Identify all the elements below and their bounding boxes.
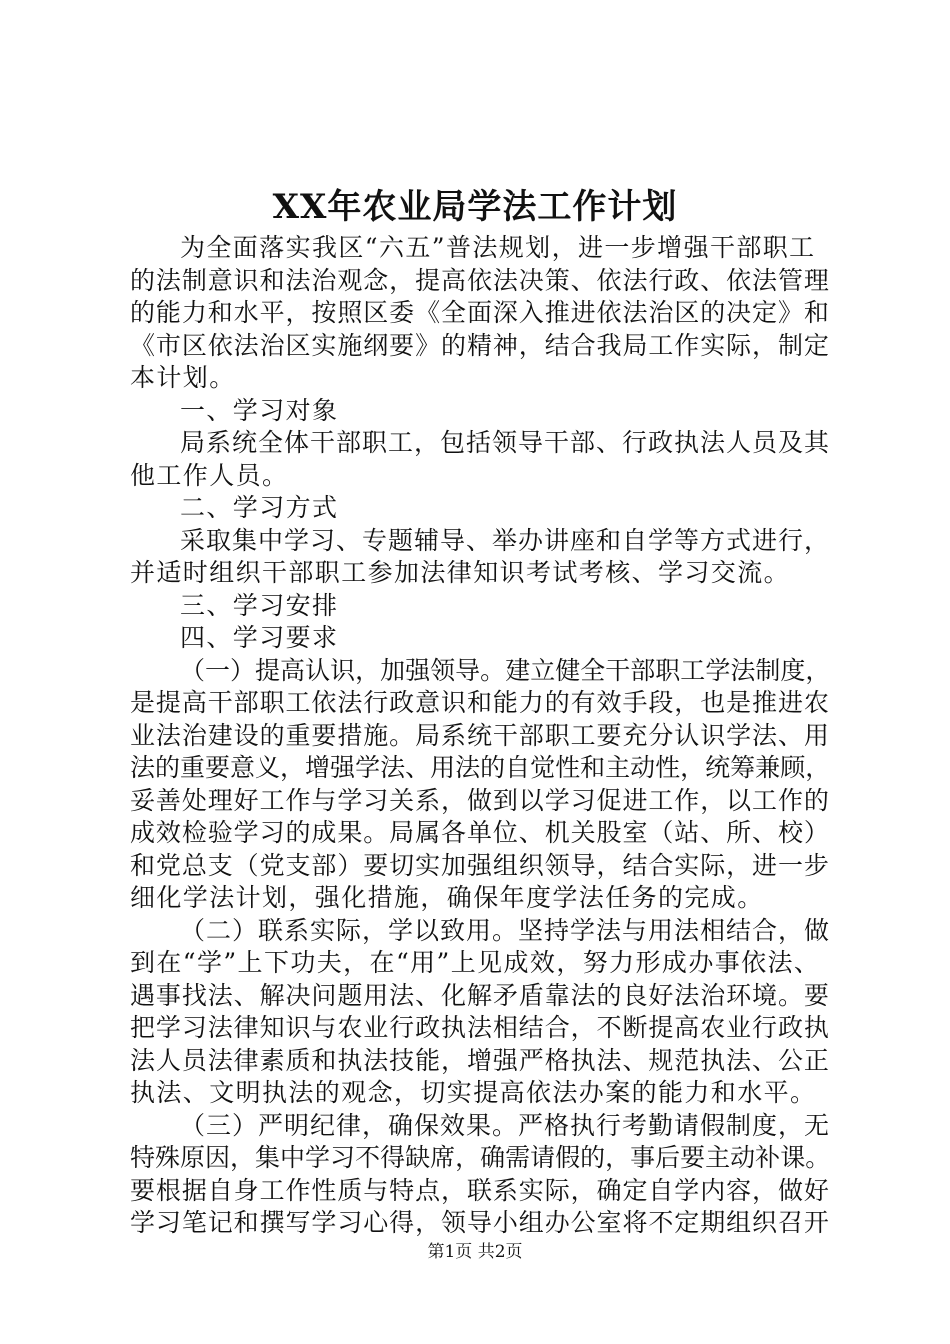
page-footer: 第1页 共2页 bbox=[427, 1242, 523, 1262]
body-line: 法人员法律素质和执法技能，增强严格执法、规范执法、公正 bbox=[130, 1045, 830, 1075]
body-line: 为全面落实我区“六五”普法规划，进一步增强干部职工 bbox=[180, 233, 816, 262]
body-line: （一）提高认识，加强领导。建立健全干部职工学法制度， bbox=[180, 655, 831, 685]
body-line: 学习笔记和撰写学习心得，领导小组办公室将不定期组织召开 bbox=[130, 1208, 830, 1237]
body-line: 的能力和水平，按照区委《全面深入推进依法治区的决定》和 bbox=[130, 298, 830, 327]
body-line: 二、学习方式 bbox=[180, 493, 339, 522]
body-line: 采取集中学习、专题辅导、举办讲座和自学等方式进行， bbox=[180, 525, 831, 555]
body-line: 成效检验学习的成果。局属各单位、机关股室（站、所、校） bbox=[130, 818, 830, 847]
body-line: 要根据自身工作性质与特点，联系实际，确定自学内容，做好 bbox=[130, 1175, 830, 1205]
body-line: （二）联系实际，学以致用。坚持学法与用法相结合，做 bbox=[180, 915, 831, 945]
body-line: 局系统全体干部职工，包括领导干部、行政执法人员及其 bbox=[180, 428, 831, 457]
document-body bbox=[130, 232, 830, 1240]
body-line: 是提高干部职工依法行政意识和能力的有效手段，也是推进农 bbox=[130, 688, 830, 717]
body-line: 业法治建设的重要措施。局系统干部职工要充分认识学法、用 bbox=[130, 720, 830, 750]
body-line: 四、学习要求 bbox=[180, 623, 339, 652]
body-line: （三）严明纪律，确保效果。严格执行考勤请假制度，无 bbox=[180, 1110, 831, 1140]
body-line: 和党总支（党支部）要切实加强组织领导，结合实际，进一步 bbox=[130, 850, 830, 880]
body-line: 他工作人员。 bbox=[130, 460, 289, 490]
body-line: 一、学习对象 bbox=[180, 395, 339, 425]
body-line: 法的重要意义，增强学法、用法的自觉性和主动性，统筹兼顾， bbox=[130, 753, 831, 782]
body-line: 妥善处理好工作与学习关系，做到以学习促进工作，以工作的 bbox=[130, 785, 830, 815]
body-line: 并适时组织干部职工参加法律知识考试考核、学习交流。 bbox=[130, 558, 791, 587]
body-line: 本计划。 bbox=[130, 363, 236, 392]
document-title: XX年农业局学法工作计划 bbox=[272, 187, 678, 227]
body-line: 到在“学”上下功夫，在“用”上见成效，努力形成办事依法、 bbox=[130, 948, 821, 977]
body-line: 细化学法计划，强化措施，确保年度学法任务的完成。 bbox=[130, 883, 764, 912]
body-line: 执法、文明执法的观念，切实提高依法办案的能力和水平。 bbox=[130, 1078, 817, 1107]
body-line: 的法制意识和法治观念，提高依法决策、依法行政、依法管理 bbox=[130, 265, 830, 295]
body-line: 三、学习安排 bbox=[180, 590, 339, 620]
body-line: 把学习法律知识与农业行政执法相结合，不断提高农业行政执 bbox=[130, 1013, 830, 1042]
body-line: 《市区依法治区实施纲要》的精神，结合我局工作实际，制定 bbox=[130, 330, 830, 360]
body-line: 特殊原因，集中学习不得缺席，确需请假的，事后要主动补课。 bbox=[130, 1143, 831, 1172]
body-line: 遇事找法、解决问题用法、化解矛盾靠法的良好法治环境。要 bbox=[130, 980, 830, 1010]
